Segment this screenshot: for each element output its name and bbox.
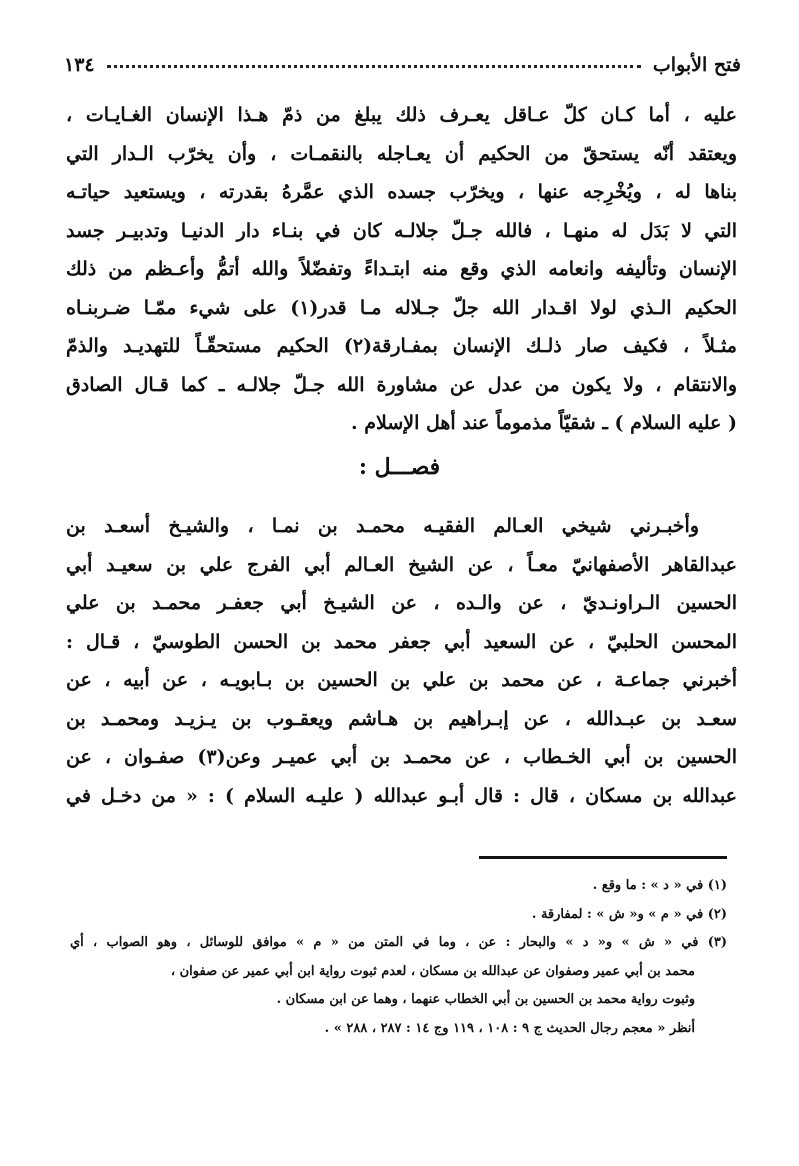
paragraph-1 [66,96,737,443]
text-line: أخبرني جماعـة ، عن محمد بن علي بن الحسين بن بـابويـه ، عن أبيه ، عن [66,669,737,691]
text-line: ( عليه السلام ) ـ شقيّاً مذموماً عند أهل الإسلام . [350,412,737,434]
text-line: مثـلاً ، فكيف صار ذلـك الإنسان بمفـارقة(٢) الحكيم مستحقّـاً للتهديـد والذمّ [66,335,737,357]
text-line: المحسن الحلبيّ ، عن السعيد أبي جعفر محمد بن الحسن الطوسيّ ، قـال : [66,630,737,653]
page-number: ١٣٤ [64,54,95,76]
text-line: التي لا بَدَل له منهـا ، فالله جـلّ جلالـه كان في بنـاء دار الدنيـا وتدبيـر جسد [66,219,737,242]
footnote-separator [479,856,727,859]
footnote: (١) في « د » : ما وقع . [592,878,727,893]
header-dot-leader [107,55,641,68]
text-line: الحسين الـراونـديّ ، عن والـده ، عن الشيـخ أبي جعفـر محمـد بن علي [66,592,737,614]
footnote: (٢) في « م » و« ش » : لمفارقة . [531,906,727,922]
text-line: ويعتقد أنّه يستحقّ من الحكيم أن يعـاجله بالنقمـات ، وأن يخرّب الـدار التي [66,142,737,165]
footnotes [70,872,727,1043]
text-line: الحسين بن أبي الخـطاب ، عن محمـد بن أبي عميـر وعن(٣) صفـوان ، عن [66,746,737,768]
footnote-continuation: محمد بن أبي عمير وصفوان عن عبدالله بن مسكان ، لعدم ثبوت رواية ابن أبي عمير عن صفوان ، [170,963,695,979]
text-line: سعـد بن عبـدالله ، عن إبـراهيم بن هـاشم ويعقـوب بن يـزيـد ومحمـد بن [66,707,737,730]
running-header [64,50,741,80]
text-line: الحكيم الـذي لولا اقـدار الله جلّ جـلاله مـا قدر(١) على شيء ممّـا ضـربنـاه [66,296,737,319]
paragraph-2 [66,507,737,815]
footnote-continuation: وثبوت رواية محمد بن الحسين بن أبي الخطاب عنهما ، وهما عن ابن مسكان . [276,992,695,1007]
footnote: (٣) في « ش » و« د » والبحار : عن ، وما في المتن من « م » موافق للوسائل ، وهو الصواب ، أي [70,935,727,950]
chapter-title: فتح الأبواب [652,54,741,76]
text-line: عليه ، أما كـان كلّ عـاقل يعـرف ذلك يبلغ من ذمّ هـذا الإنسان الغـايـات ، [66,104,737,126]
text-line: عبدالقاهر الأصفهانيّ معـاً ، عن الشيخ العـالم أبي الفرج علي بن سعيـد أبي [66,553,737,576]
text-line: بناها له ، ويُخْرِجه عنها ، ويخرّب جسده الذي عمَّرهُ بقدرته ، ويستعيد حياتـه [66,181,737,203]
text-line: عبدالله بن مسكان ، قال : قال أبـو عبدالله ( عليـه السلام ) : « من دخـل في [66,784,737,807]
text-line: وأخبـرني شيخي العـالم الفقيـه محمـد بن نمـا ، والشيـخ أسعـد بن [66,515,699,537]
section-heading: فصـــل : [358,454,441,480]
footnote-continuation: أنظر « معجم رجال الحديث ج ٩ : ١٠٨ ، ١١٩ وج ١٤ : ٢٨٧ ، ٢٨٨ » . [324,1020,695,1036]
text-line: الإنسان وتأليفه وانعامه الذي وقع منه ابتـداءً وتفضّلاً والله أتمُّ وأعـظم من ذلك [66,258,737,280]
text-line: والانتقام ، ولا يكون من عدل عن مشاورة الله جـلّ جلالـه ـ كما قـال الصادق [66,373,737,396]
